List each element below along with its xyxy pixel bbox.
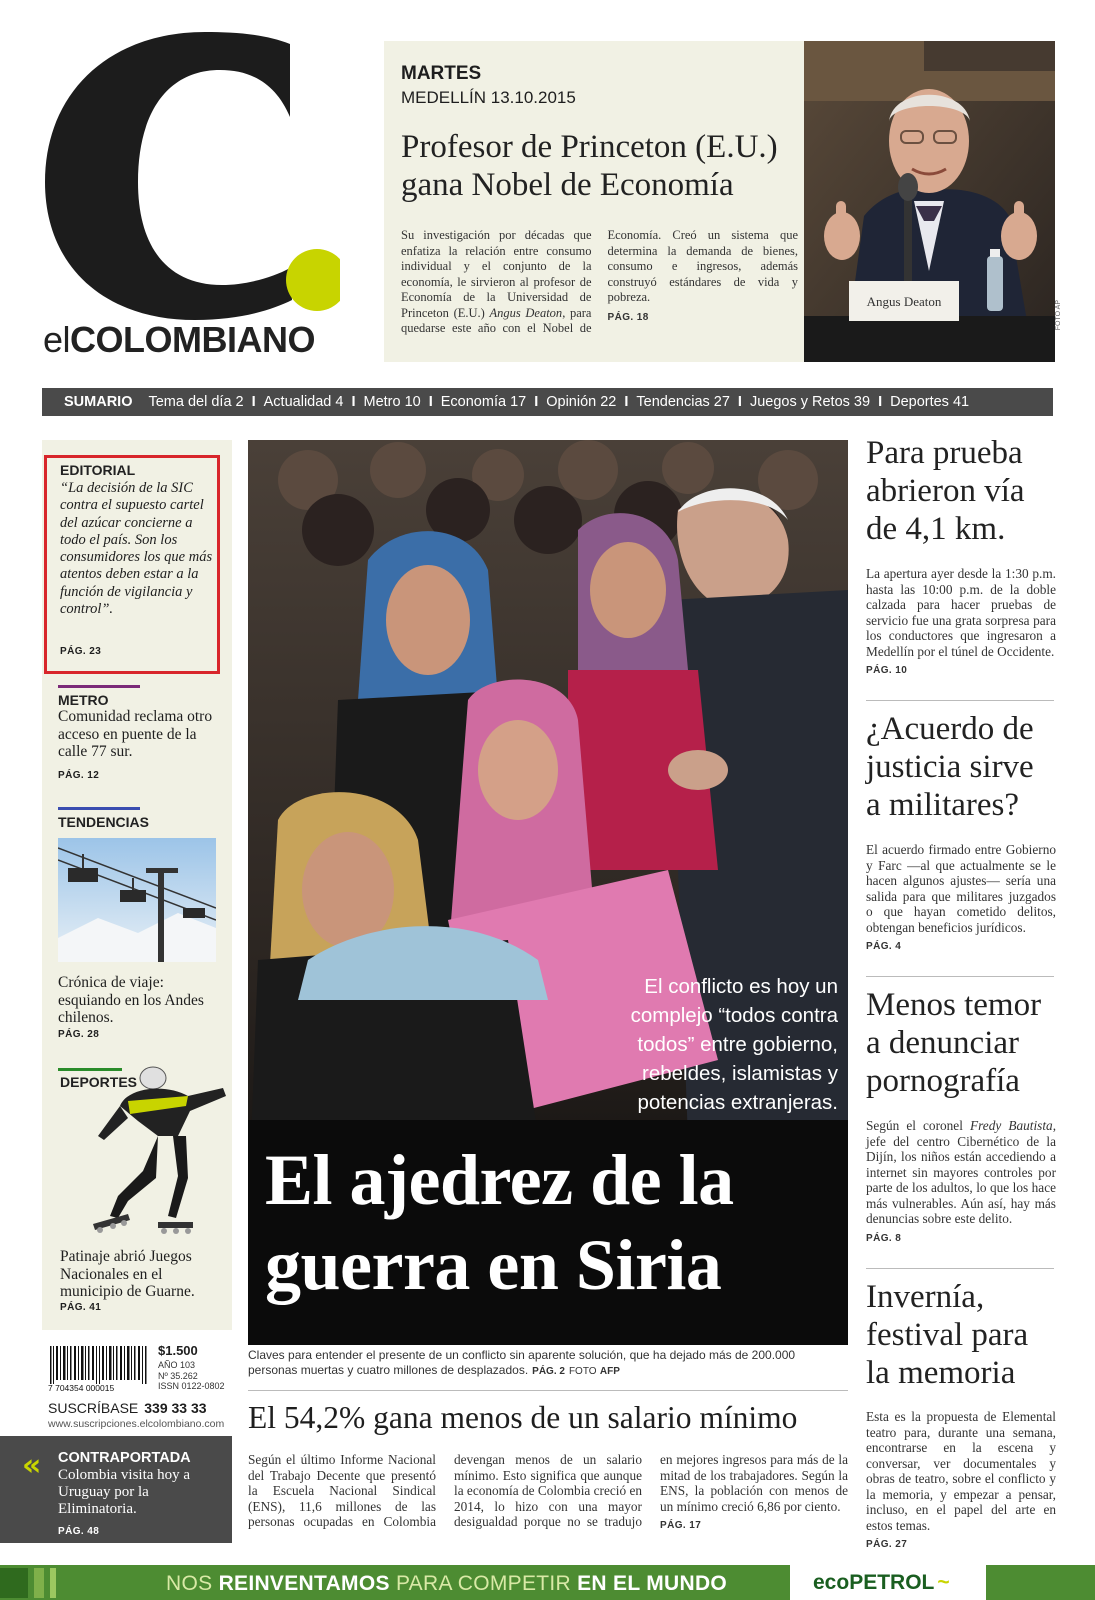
metro-text[interactable]: Comunidad reclama otro acceso en puente de la calle 77 sur. <box>58 708 213 760</box>
salario-page[interactable]: PÁG. 17 <box>660 1520 702 1531</box>
summary-item[interactable]: Tendencias 27 <box>636 394 730 410</box>
brand-wordmark[interactable] <box>43 319 316 360</box>
ad-decoration <box>0 1568 150 1598</box>
issue-info <box>158 1360 225 1392</box>
main-caption-credit: AFP <box>599 1366 620 1377</box>
salario-body <box>248 1452 848 1534</box>
deportes-color-bar <box>58 1068 122 1071</box>
logo-dot-icon <box>286 249 340 311</box>
subscribe-label: SUSCRÍBASE <box>48 1400 139 1416</box>
right-body-4 <box>866 1409 1056 1553</box>
right-page-3[interactable]: PÁG. 8 <box>866 1232 902 1244</box>
ad-word: PARA COMPETIR <box>395 1572 571 1595</box>
logo-part: PETROL <box>849 1571 935 1594</box>
nobel-body-text-end: , para quedarse este año con el Nobel de Economía. Creó un sistema que determina la demanda de bienes, consumo e ingresos, además construyó estándares de vida y pobreza. <box>401 228 798 335</box>
summary-separator: I <box>251 394 256 410</box>
iguana-icon: ~ <box>937 1571 950 1594</box>
right-body-3-name: Fredy Bautista <box>970 1118 1053 1133</box>
subscribe-url[interactable]: www.suscripciones.elcolombiano.com <box>48 1418 225 1430</box>
issue-number: Nº 35.262 <box>158 1370 198 1381</box>
summary-separator: I <box>428 394 433 410</box>
metro-title: METRO <box>58 692 109 708</box>
right-headline-1[interactable]: Para prueba abrieron vía de 4,1 km. <box>866 435 1025 547</box>
main-caption-credit-label: FOTO <box>568 1366 597 1377</box>
nobel-headline[interactable]: Profesor de Princeton (E.U.) gana Nobel de Economía <box>401 129 778 203</box>
summary-item[interactable]: Actualidad 4 <box>263 394 344 410</box>
right-page-2[interactable]: PÁG. 4 <box>866 941 902 952</box>
summary-item[interactable]: Tema del día 2 <box>148 394 244 410</box>
metro-color-bar <box>58 685 140 688</box>
right-headline-3[interactable]: Menos temor a denunciar pornografía <box>866 987 1042 1099</box>
double-chevron-icon: « <box>22 1448 42 1483</box>
editorial-quote: “La decisión de la SIC contra el supuesto cartel del azúcar concierne a todo el país. Son los consumidores los que más atentos deben estar a la función de vigilancia y control”. <box>60 480 213 618</box>
nobel-photo[interactable] <box>804 41 1055 362</box>
nobel-photo-credit: FOTO AP <box>1055 300 1062 331</box>
right-body-1 <box>866 566 1056 679</box>
ad-word-bold: REINVENTAMOS <box>218 1572 390 1595</box>
ski-lift-photo[interactable] <box>58 838 216 962</box>
ad-right-strip <box>986 1565 1095 1600</box>
salario-headline[interactable]: El 54,2% gana menos de un salario mínimo <box>248 1400 798 1435</box>
right-body-4-text: Esta es la propuesta de Elemental teatro para, durante una semana, encontrarse en la escena y conversar, ver documentales y obras de teatro, sobre el conflicto y la memoria, y empezar a pensar, incluso, en el papel del arte en estos temas. <box>866 1409 1056 1533</box>
deportes-title: DEPORTES <box>60 1074 138 1090</box>
main-caption-page[interactable]: PÁG. 2 <box>532 1366 565 1377</box>
main-headline[interactable]: El ajedrez de la guerra en Siria <box>265 1140 734 1305</box>
right-divider <box>866 976 1054 977</box>
ad-word: NOS <box>166 1572 213 1595</box>
brand-prefix: el <box>43 319 71 360</box>
right-headline-2[interactable]: ¿Acuerdo de justicia sirve a militares? <box>866 711 1034 823</box>
right-headline-4[interactable]: Invernía, festival para la memoria <box>866 1279 1029 1391</box>
right-divider <box>866 700 1054 701</box>
summary-separator: I <box>878 394 883 410</box>
summary-item[interactable]: Opinión 22 <box>546 394 617 410</box>
barcode <box>48 1346 153 1392</box>
editorial-title: EDITORIAL <box>60 462 136 478</box>
summary-item[interactable]: Economía 17 <box>440 394 527 410</box>
right-body-2-text: El acuerdo firmado entre Gobierno y Farc —al que actualmente se le hacen algunos ajustes— sería una salida para que militares juzgados o que hayan cometido delitos, obtengan beneficios jurídicos. <box>866 842 1056 935</box>
right-body-1-text: La apertura ayer desde la 1:30 p.m. hasta las 10:00 p.m. de la doble calzada para hacer pruebas de servicio fue una grata sorpresa para los conductores que ingresaron a Medellín por el túnel de Occidente. <box>866 566 1056 659</box>
logo-part: eco <box>813 1571 850 1594</box>
main-caption-text: Claves para entender el presente de un conflicto sin aparente solución, que ha dejado más de 200.000 personas muertas y cuatro millones de desplazados. <box>248 1348 796 1377</box>
ad-slogan <box>166 1572 727 1596</box>
summary-separator: I <box>624 394 629 410</box>
salario-body-text: Según el último Informe Nacional del Trabajo Decente que presentó la Escuela Nacional Sindical (ENS), 11,6 millones de las personas ocupadas en Colombia devengan menos de un salario mínimo. Esto significa que aunque la economía de Colombia creció en 2014, lo hizo con una mayor desigualdad porque no se tradujo en mejores ingresos para más de la mitad de los trabajadores. Según la ENS, la población con menos de un mínimo creció 6,86 por ciento. <box>248 1452 848 1529</box>
right-body-3 <box>866 1118 1056 1246</box>
issue-issn: ISSN 0122-0802 <box>158 1381 225 1391</box>
summary-item[interactable]: Deportes 41 <box>890 394 970 410</box>
summary-item[interactable]: Juegos y Retos 39 <box>749 394 871 410</box>
main-caption <box>248 1348 838 1379</box>
subscribe-line[interactable] <box>48 1400 228 1416</box>
contraportada-page[interactable]: PÁG. 48 <box>58 1526 100 1537</box>
nameplate-text: Angus Deaton <box>866 294 942 309</box>
contraportada-title: CONTRAPORTADA <box>58 1450 191 1466</box>
right-body-3-text: Según el coronel <box>866 1118 970 1133</box>
right-page-4[interactable]: PÁG. 27 <box>866 1539 908 1550</box>
edition-date: MEDELLÍN 13.10.2015 <box>401 88 576 107</box>
right-page-1[interactable]: PÁG. 10 <box>866 665 908 676</box>
skater-photo[interactable] <box>58 1066 232 1241</box>
price: $1.500 <box>158 1343 198 1358</box>
contraportada-text[interactable]: Colombia visita hoy a Uruguay por la Eliminatoria. <box>58 1467 191 1517</box>
editorial-page[interactable]: PÁG. 23 <box>60 646 102 657</box>
tendencias-page[interactable]: PÁG. 28 <box>58 1029 100 1040</box>
summary-label: SUMARIO <box>64 394 133 410</box>
nobel-page[interactable]: PÁG. 18 <box>607 311 649 323</box>
tendencias-color-bar <box>58 807 140 810</box>
tendencias-title: TENDENCIAS <box>58 814 150 830</box>
masthead-logo-c[interactable] <box>40 32 340 322</box>
nobel-name: Angus Deaton <box>489 305 563 320</box>
tendencias-text[interactable]: Crónica de viaje: esquiando en los Andes chilenos. <box>58 974 204 1026</box>
deportes-text[interactable]: Patinaje abrió Juegos Nacionales en el municipio de Guarne. <box>60 1248 195 1300</box>
caption-divider <box>248 1390 848 1391</box>
ad-word-bold: EN EL MUNDO <box>577 1572 728 1595</box>
nobel-body-text: Su investigación por décadas que enfatiza la relación entre consumo individual y el conjunto de la economía, le sirvieron al profesor de Economía de la Universidad de Princeton (E.U.) <box>401 228 592 320</box>
ecopetrol-logo[interactable] <box>813 1571 950 1595</box>
main-kicker: El conflicto es hoy un complejo “todos contra todos” entre gobierno, rebeldes, islamistas y potencias extranjeras. <box>630 975 838 1114</box>
right-divider <box>866 1268 1054 1269</box>
edition-day: MARTES <box>401 63 482 84</box>
deportes-page[interactable]: PÁG. 41 <box>60 1302 102 1313</box>
nobel-body <box>401 228 798 337</box>
right-body-2 <box>866 842 1056 955</box>
summary-item[interactable]: Metro 10 <box>363 394 421 410</box>
summary-bar <box>42 388 1053 416</box>
right-body-3-text-end: , jefe del centro Cibernético de la Dijín, los niños están accediendo a internet sin mayores controles por parte de los adultos, lo que los hace más vulnerables. Aún así, hay más denuncias sobre este delito. <box>866 1118 1057 1226</box>
subscribe-phone[interactable]: 339 33 33 <box>144 1400 207 1416</box>
issue-year: AÑO 103 <box>158 1360 196 1370</box>
summary-separator: I <box>351 394 356 410</box>
brand-name: COLOMBIANO <box>70 319 316 360</box>
summary-separator: I <box>534 394 539 410</box>
barcode-number: 7 704354 000015 <box>48 1383 115 1392</box>
summary-separator: I <box>737 394 742 410</box>
metro-page[interactable]: PÁG. 12 <box>58 770 100 781</box>
